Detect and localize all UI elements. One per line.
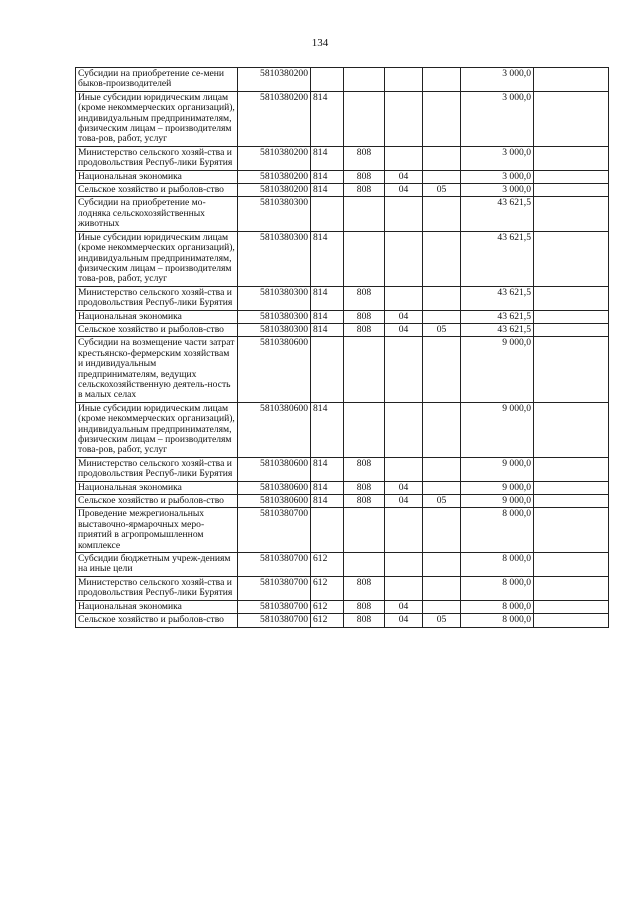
table-row	[76, 184, 609, 197]
table-row	[76, 495, 609, 508]
row-section-cell	[385, 457, 423, 481]
row-sum-cell: 9 000,0	[461, 457, 534, 481]
row-group-cell	[311, 68, 344, 92]
row-sum-cell: 3 000,0	[461, 170, 534, 183]
row-ministry-cell: 808	[344, 495, 385, 508]
row-name-cell: Субсидии на приобретение мо-лодняка сельскохозяйственных животных	[76, 197, 238, 231]
row-ministry-cell	[344, 337, 385, 402]
row-code-cell: 5810380600	[238, 402, 311, 457]
row-group-cell: 814	[311, 457, 344, 481]
row-group-cell	[311, 337, 344, 402]
row-empty-cell	[534, 457, 609, 481]
row-code-cell: 5810380300	[238, 286, 311, 310]
row-section-cell: 04	[385, 600, 423, 613]
row-group-cell: 814	[311, 231, 344, 286]
row-sum-cell: 9 000,0	[461, 337, 534, 402]
row-group-cell: 814	[311, 402, 344, 457]
row-section-cell	[385, 553, 423, 577]
row-section-cell: 04	[385, 323, 423, 336]
row-group-cell	[311, 197, 344, 231]
row-empty-cell	[534, 614, 609, 627]
row-code-cell: 5810380300	[238, 197, 311, 231]
row-subsection-cell	[423, 197, 461, 231]
row-code-cell: 5810380600	[238, 495, 311, 508]
row-section-cell	[385, 146, 423, 170]
row-sum-cell: 3 000,0	[461, 68, 534, 92]
row-subsection-cell	[423, 457, 461, 481]
row-section-cell	[385, 508, 423, 553]
row-group-cell: 814	[311, 184, 344, 197]
row-subsection-cell	[423, 481, 461, 494]
row-code-cell: 5810380600	[238, 457, 311, 481]
row-empty-cell	[534, 231, 609, 286]
row-ministry-cell: 808	[344, 323, 385, 336]
row-group-cell: 814	[311, 310, 344, 323]
row-sum-cell: 8 000,0	[461, 576, 534, 600]
row-ministry-cell: 808	[344, 146, 385, 170]
row-sum-cell: 43 621,5	[461, 310, 534, 323]
row-subsection-cell	[423, 508, 461, 553]
row-code-cell: 5810380200	[238, 184, 311, 197]
row-group-cell	[311, 508, 344, 553]
table-row	[76, 323, 609, 336]
row-subsection-cell	[423, 600, 461, 613]
row-group-cell: 814	[311, 495, 344, 508]
row-sum-cell: 8 000,0	[461, 553, 534, 577]
row-ministry-cell: 808	[344, 170, 385, 183]
row-group-cell: 814	[311, 286, 344, 310]
table-row	[76, 576, 609, 600]
row-section-cell: 04	[385, 170, 423, 183]
row-ministry-cell	[344, 68, 385, 92]
row-ministry-cell	[344, 508, 385, 553]
row-group-cell: 814	[311, 146, 344, 170]
row-ministry-cell: 808	[344, 576, 385, 600]
table-row	[76, 286, 609, 310]
row-empty-cell	[534, 146, 609, 170]
row-code-cell: 5810380200	[238, 91, 311, 146]
row-name-cell: Субсидии бюджетным учреж-дениям на иные цели	[76, 553, 238, 577]
row-section-cell: 04	[385, 184, 423, 197]
row-sum-cell: 3 000,0	[461, 184, 534, 197]
row-subsection-cell	[423, 68, 461, 92]
row-sum-cell: 3 000,0	[461, 91, 534, 146]
row-subsection-cell	[423, 91, 461, 146]
row-subsection-cell	[423, 310, 461, 323]
table-row	[76, 310, 609, 323]
row-name-cell: Субсидии на приобретение се-мени быков-производителей	[76, 68, 238, 92]
row-name-cell: Иные субсидии юридическим лицам (кроме некоммерческих организаций), индивидуальным предпринимателям, физическим лицам – производителям това-ров, работ, услуг	[76, 402, 238, 457]
row-empty-cell	[534, 310, 609, 323]
row-section-cell	[385, 337, 423, 402]
row-section-cell	[385, 197, 423, 231]
row-name-cell: Министерство сельского хозяй-ства и продовольствия Респуб-лики Бурятия	[76, 457, 238, 481]
row-ministry-cell	[344, 91, 385, 146]
row-section-cell: 04	[385, 614, 423, 627]
row-name-cell: Национальная экономика	[76, 600, 238, 613]
row-empty-cell	[534, 508, 609, 553]
row-sum-cell: 43 621,5	[461, 323, 534, 336]
row-sum-cell: 9 000,0	[461, 495, 534, 508]
row-empty-cell	[534, 576, 609, 600]
row-name-cell: Субсидии на возмещение части затрат крестьянско-фермерским хозяйствам и индивидуальным предпринимателям, ведущих сельскохозяйственную деятель-ность в малых селах	[76, 337, 238, 402]
row-name-cell: Иные субсидии юридическим лицам (кроме некоммерческих организаций), индивидуальным предпринимателям, физическим лицам – производителям това-ров, работ, услуг	[76, 231, 238, 286]
row-code-cell: 5810380200	[238, 146, 311, 170]
row-section-cell	[385, 576, 423, 600]
row-subsection-cell: 05	[423, 323, 461, 336]
row-sum-cell: 9 000,0	[461, 481, 534, 494]
row-ministry-cell	[344, 197, 385, 231]
row-code-cell: 5810380700	[238, 576, 311, 600]
row-group-cell: 814	[311, 170, 344, 183]
row-empty-cell	[534, 91, 609, 146]
row-group-cell: 814	[311, 323, 344, 336]
budget-table	[75, 67, 609, 628]
table-row	[76, 614, 609, 627]
row-section-cell: 04	[385, 481, 423, 494]
row-empty-cell	[534, 68, 609, 92]
row-empty-cell	[534, 402, 609, 457]
row-section-cell	[385, 402, 423, 457]
row-name-cell: Национальная экономика	[76, 310, 238, 323]
row-subsection-cell	[423, 402, 461, 457]
row-code-cell: 5810380700	[238, 508, 311, 553]
row-subsection-cell: 05	[423, 614, 461, 627]
row-section-cell	[385, 91, 423, 146]
table-row	[76, 197, 609, 231]
row-sum-cell: 43 621,5	[461, 231, 534, 286]
page-number: 134	[311, 37, 329, 49]
row-sum-cell: 3 000,0	[461, 146, 534, 170]
table-row	[76, 457, 609, 481]
row-code-cell: 5810380200	[238, 170, 311, 183]
row-name-cell: Министерство сельского хозяй-ства и продовольствия Респуб-лики Бурятия	[76, 146, 238, 170]
row-sum-cell: 8 000,0	[461, 614, 534, 627]
row-sum-cell: 43 621,5	[461, 286, 534, 310]
row-ministry-cell: 808	[344, 286, 385, 310]
budget-table-body	[76, 68, 609, 628]
row-subsection-cell	[423, 286, 461, 310]
table-row	[76, 508, 609, 553]
row-empty-cell	[534, 600, 609, 613]
row-subsection-cell	[423, 337, 461, 402]
row-ministry-cell: 808	[344, 481, 385, 494]
row-section-cell	[385, 286, 423, 310]
row-group-cell: 612	[311, 576, 344, 600]
row-group-cell: 814	[311, 91, 344, 146]
row-code-cell: 5810380300	[238, 323, 311, 336]
row-ministry-cell	[344, 553, 385, 577]
row-group-cell: 612	[311, 614, 344, 627]
row-name-cell: Сельское хозяйство и рыболов-ство	[76, 184, 238, 197]
row-sum-cell: 8 000,0	[461, 600, 534, 613]
row-subsection-cell: 05	[423, 495, 461, 508]
row-name-cell: Национальная экономика	[76, 481, 238, 494]
table-row	[76, 402, 609, 457]
row-empty-cell	[534, 286, 609, 310]
row-subsection-cell	[423, 576, 461, 600]
row-ministry-cell	[344, 402, 385, 457]
row-sum-cell: 9 000,0	[461, 402, 534, 457]
row-code-cell: 5810380600	[238, 481, 311, 494]
row-name-cell: Министерство сельского хозяй-ства и продовольствия Респуб-лики Бурятия	[76, 576, 238, 600]
table-row	[76, 170, 609, 183]
row-sum-cell: 43 621,5	[461, 197, 534, 231]
row-empty-cell	[534, 337, 609, 402]
table-row	[76, 600, 609, 613]
row-empty-cell	[534, 495, 609, 508]
row-sum-cell: 8 000,0	[461, 508, 534, 553]
row-code-cell: 5810380700	[238, 614, 311, 627]
row-empty-cell	[534, 170, 609, 183]
row-subsection-cell	[423, 170, 461, 183]
row-empty-cell	[534, 323, 609, 336]
row-ministry-cell: 808	[344, 457, 385, 481]
row-name-cell: Иные субсидии юридическим лицам (кроме некоммерческих организаций), индивидуальным предпринимателям, физическим лицам – производителям това-ров, работ, услуг	[76, 91, 238, 146]
row-ministry-cell	[344, 231, 385, 286]
row-ministry-cell: 808	[344, 614, 385, 627]
table-row	[76, 553, 609, 577]
table-row	[76, 146, 609, 170]
row-ministry-cell: 808	[344, 184, 385, 197]
row-empty-cell	[534, 184, 609, 197]
row-empty-cell	[534, 197, 609, 231]
row-code-cell: 5810380300	[238, 310, 311, 323]
row-subsection-cell: 05	[423, 184, 461, 197]
table-row	[76, 91, 609, 146]
row-empty-cell	[534, 481, 609, 494]
row-group-cell: 814	[311, 481, 344, 494]
row-code-cell: 5810380200	[238, 68, 311, 92]
row-code-cell: 5810380600	[238, 337, 311, 402]
table-row	[76, 68, 609, 92]
table-row	[76, 481, 609, 494]
row-subsection-cell	[423, 553, 461, 577]
row-section-cell	[385, 68, 423, 92]
row-subsection-cell	[423, 146, 461, 170]
row-group-cell: 612	[311, 553, 344, 577]
table-row	[76, 231, 609, 286]
row-section-cell: 04	[385, 310, 423, 323]
row-ministry-cell: 808	[344, 310, 385, 323]
row-name-cell: Сельское хозяйство и рыболов-ство	[76, 495, 238, 508]
row-group-cell: 612	[311, 600, 344, 613]
row-code-cell: 5810380300	[238, 231, 311, 286]
table-row	[76, 337, 609, 402]
row-section-cell: 04	[385, 495, 423, 508]
row-name-cell: Сельское хозяйство и рыболов-ство	[76, 614, 238, 627]
row-ministry-cell: 808	[344, 600, 385, 613]
row-name-cell: Министерство сельского хозяй-ства и продовольствия Респуб-лики Бурятия	[76, 286, 238, 310]
row-section-cell	[385, 231, 423, 286]
row-name-cell: Сельское хозяйство и рыболов-ство	[76, 323, 238, 336]
row-empty-cell	[534, 553, 609, 577]
row-code-cell: 5810380700	[238, 600, 311, 613]
row-subsection-cell	[423, 231, 461, 286]
row-name-cell: Национальная экономика	[76, 170, 238, 183]
row-code-cell: 5810380700	[238, 553, 311, 577]
row-name-cell: Проведение межрегиональных выставочно-ярмарочных меро-приятий в агропромышленном комплексе	[76, 508, 238, 553]
